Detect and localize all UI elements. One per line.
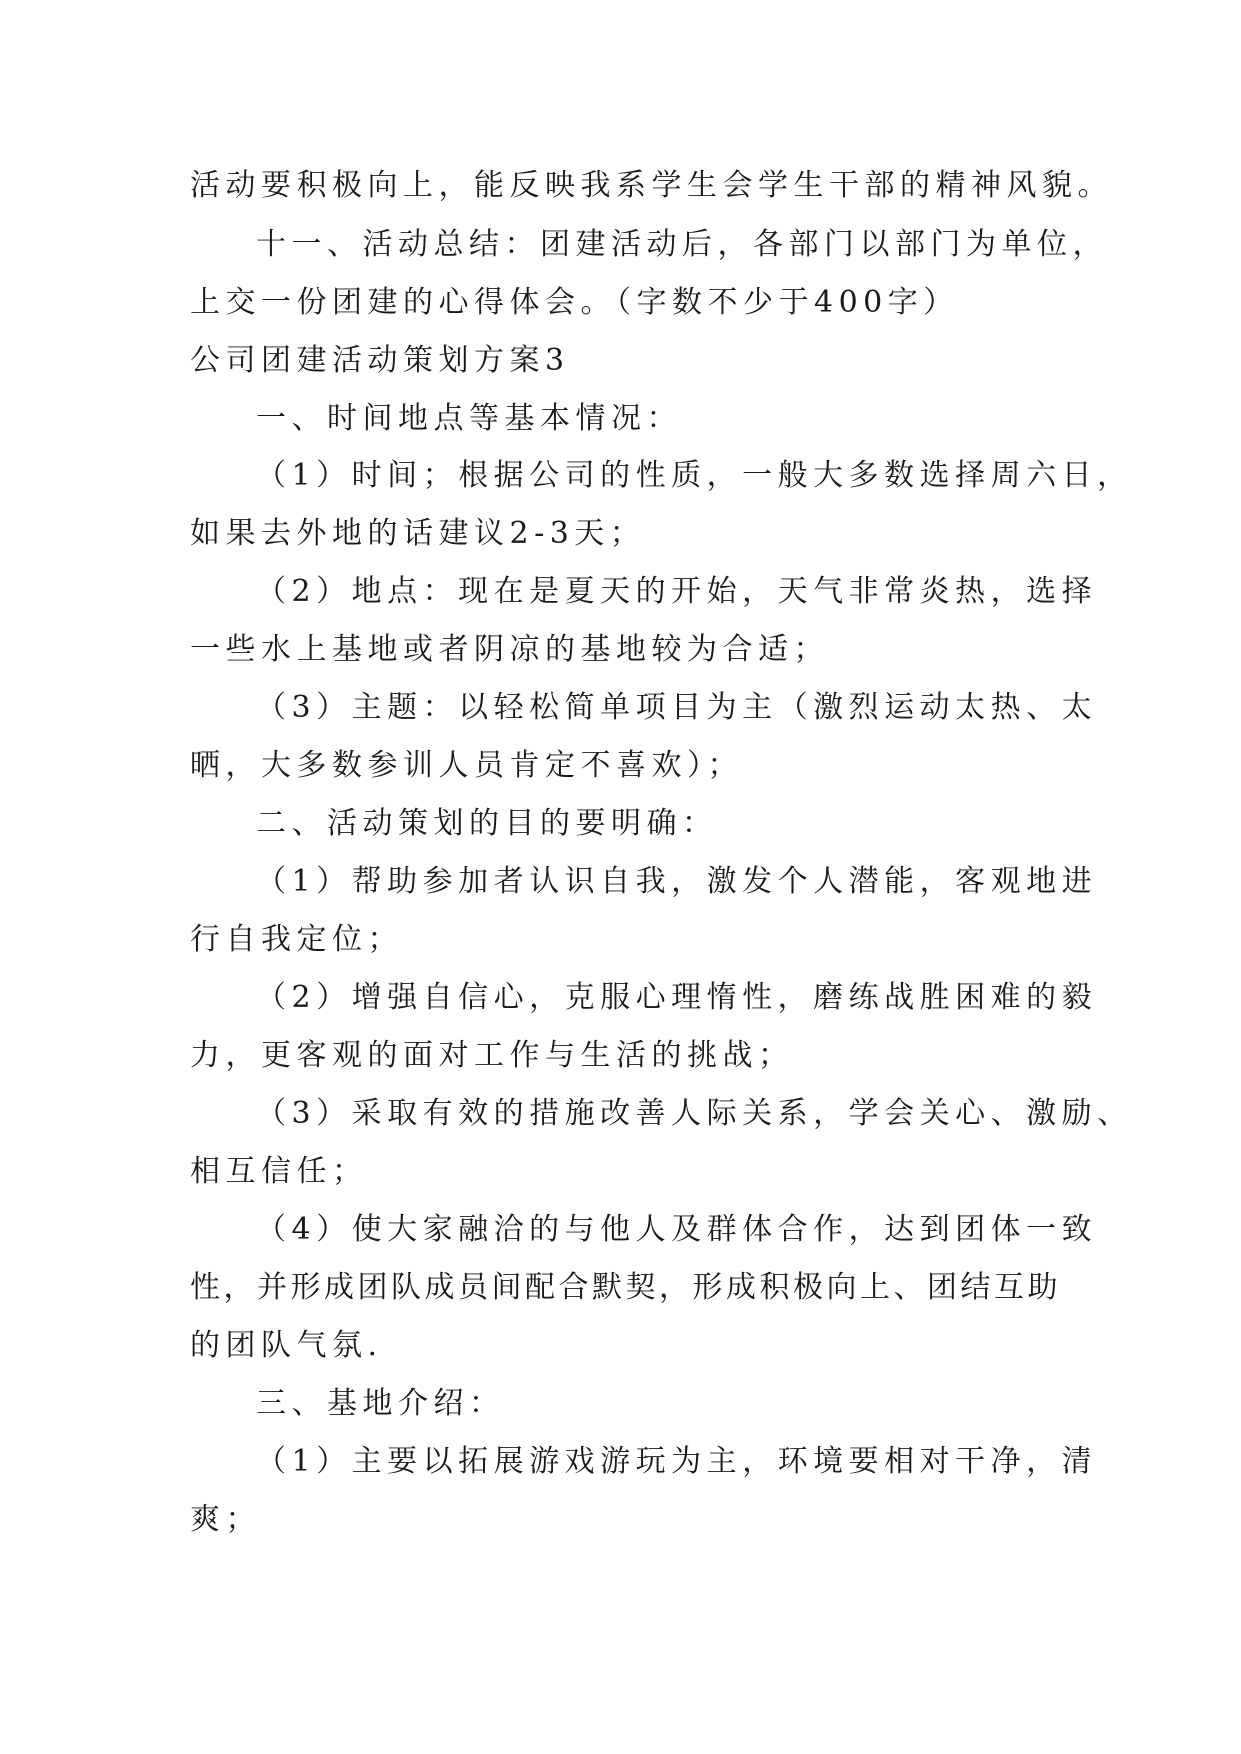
paragraph-line: 上交一份团建的心得体会。（字数不少于400字）: [190, 285, 959, 320]
paragraph-line: （1）主要以拓展游戏游玩为主，环境要相对干净，清: [256, 1444, 1098, 1479]
paragraph-line: （1）时间；根据公司的性质，一般大多数选择周六日，: [256, 458, 1133, 493]
paragraph-line: 如果去外地的话建议2-3天；: [190, 516, 646, 551]
paragraph-line: （4）使大家融洽的与他人及群体合作，达到团体一致: [256, 1212, 1098, 1247]
paragraph-line: 一些水上基地或者阴凉的基地较为合适；: [190, 632, 829, 667]
paragraph-line: （2）地点：现在是夏天的开始，天气非常炎热，选择: [256, 574, 1098, 609]
paragraph-line: 相互信任；: [190, 1154, 368, 1189]
document-title: 公司团建活动策划方案3: [190, 343, 570, 378]
paragraph-line: 晒，大多数参训人员肯定不喜欢）；: [190, 748, 743, 783]
section-heading-summary: 十一、活动总结：团建活动后，各部门以部门为单位，: [256, 227, 1108, 262]
paragraph-line: （2）增强自信心，克服心理惰性，磨练战胜困难的毅: [256, 980, 1098, 1015]
paragraph-line: 爽；: [190, 1502, 261, 1537]
section-heading-time-location: 一、时间地点等基本情况：: [256, 401, 682, 436]
paragraph-line: （3）采取有效的措施改善人际关系，学会关心、激励、: [256, 1096, 1133, 1131]
paragraph-line: 活动要积极向上，能反映我系学生会学生干部的精神风貌。: [190, 168, 1113, 203]
paragraph-line: 性，并形成团队成员间配合默契，形成积极向上、团结互助: [190, 1270, 1061, 1305]
paragraph-line: 力，更客观的面对工作与生活的挑战；: [190, 1038, 794, 1073]
paragraph-line: （3）主题：以轻松简单项目为主（激烈运动太热、太: [256, 690, 1098, 725]
paragraph-line: 行自我定位；: [190, 922, 403, 957]
paragraph-line: （1）帮助参加者认识自我，激发个人潜能，客观地进: [256, 864, 1098, 899]
section-heading-goals: 二、活动策划的目的要明确：: [256, 806, 718, 841]
paragraph-line: 的团队气氛.: [190, 1328, 383, 1363]
section-heading-base: 三、基地介绍：: [256, 1386, 505, 1421]
